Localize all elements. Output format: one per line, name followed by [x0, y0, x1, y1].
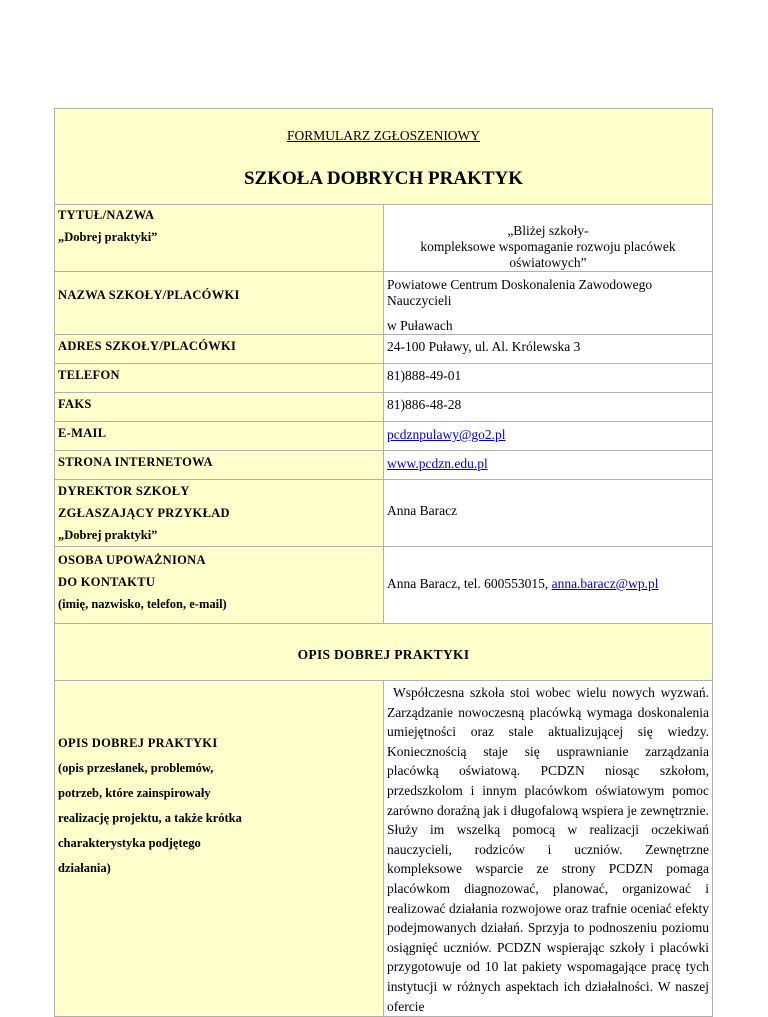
contact-value-cell: [384, 547, 713, 624]
contact-email-link[interactable]: anna.baracz@wp.pl: [551, 576, 659, 591]
contact-sublabel: (imię, nazwisko, telefon, e-mail): [58, 597, 227, 611]
director-value: Anna Baracz: [387, 503, 458, 518]
title-value-cell: [384, 205, 713, 272]
form-type: FORMULARZ ZGŁOSZENIOWY: [286, 128, 481, 143]
school-name-label: NAZWA SZKOŁY/PLACÓWKI: [58, 288, 240, 302]
school-name-value-line2: w Puławach: [387, 318, 453, 333]
description-sublabel-4: charakterystyka podjętego: [58, 836, 201, 850]
fax-label: FAKS: [58, 397, 92, 411]
contact-value: [387, 576, 712, 592]
director-label-line1: DYREKTOR SZKOŁY: [58, 484, 190, 498]
section-header: [55, 624, 713, 681]
director-sublabel: „Dobrej praktyki”: [58, 528, 158, 542]
director-value-cell: [384, 480, 713, 547]
website-label-cell: [55, 451, 384, 480]
email-label-cell: [55, 422, 384, 451]
description-sublabel-3: realizację projektu, a także krótka: [58, 811, 242, 825]
school-name-label-cell: [55, 272, 384, 335]
address-value: 24-100 Puławy, ul. Al. Królewska 3: [387, 339, 581, 354]
description-label-cell: [55, 681, 384, 1017]
website-label: STRONA INTERNETOWA: [58, 455, 213, 469]
address-label: ADRES SZKOŁY/PLACÓWKI: [58, 339, 237, 353]
description-sublabel-2: potrzeb, które zainspirowały: [58, 786, 211, 800]
title-label: TYTUŁ/NAZWA: [58, 208, 155, 222]
address-label-cell: [55, 335, 384, 364]
fax-value: 81)886-48-28: [387, 397, 462, 412]
contact-label-line1: OSOBA UPOWAŻNIONA: [58, 553, 206, 567]
address-value-cell: [384, 335, 713, 364]
application-form: [54, 108, 713, 1017]
title-value-line2: kompleksowe wspomaganie rozwoju placówek oświatowych”: [420, 239, 676, 270]
form-header: [55, 109, 713, 205]
phone-value-cell: [384, 364, 713, 393]
form-title: SZKOŁA DOBRYCH PRAKTYK: [243, 168, 524, 189]
contact-label-cell: [55, 547, 384, 624]
website-link[interactable]: www.pcdzn.edu.pl: [387, 456, 488, 471]
email-value-cell: [384, 422, 713, 451]
website-value-cell: [384, 451, 713, 480]
email-link[interactable]: pcdznpulawy@go2.pl: [387, 427, 506, 442]
fax-value-cell: [384, 393, 713, 422]
website-value-wrap: [387, 455, 712, 473]
section-title: OPIS DOBREJ PRAKTYKI: [297, 647, 470, 662]
phone-value: 81)888-49-01: [387, 368, 462, 383]
description-sublabel-5: działania): [58, 861, 111, 875]
title-label-cell: [55, 205, 384, 272]
school-name-value-line1: Powiatowe Centrum Doskonalenia Zawodowego Nauczycieli: [387, 277, 653, 308]
title-value-line1: „Bliżej szkoły-: [507, 223, 589, 238]
email-label: E-MAIL: [58, 426, 107, 440]
phone-label: TELEFON: [58, 368, 120, 382]
email-value-wrap: [387, 426, 712, 444]
description-sublabel-1: (opis przesłanek, problemów,: [58, 761, 214, 775]
title-sublabel: „Dobrej praktyki”: [58, 230, 158, 244]
form-table: [54, 108, 713, 1017]
description-text: Współczesna szkoła stoi wobec wielu nowych wyzwań. Zarządzanie nowoczesną placówką wymaga doskonalenia umiejętności oraz stale aktualizującej się wiedzy. Koniecznością staje się usprawnianie zarządzania placówką oświatową. PCDZN niosąc szkołom, przedszkolom i innym placówkom oświatowym pomoc zarówno doraźną jak i długofalową wspiera je zewnętrznie. Służy im wszelką pomocą w realizacji oczekiwań nauczycieli, rodziców i uczniów. Zewnętrzne kompleksowe wsparcie ze strony PCDZN pomaga placówkom diagnozować, planować, organizować i realizować działania rozwojowe oraz trafnie oceniać efekty podejmowanych działań. Sprzyja to podnoszeniu poziomu osiągnięć uczniów. PCDZN wspierając szkoły i placówki przygotowuje od 10 lat pakiety wspomagające pracę tych instytucji w różnych aspektach ich działalności. W naszej ofercie: [387, 685, 709, 1014]
fax-label-cell: [55, 393, 384, 422]
phone-label-cell: [55, 364, 384, 393]
description-label: OPIS DOBREJ PRAKTYKI: [58, 736, 218, 750]
contact-value-text: Anna Baracz, tel. 600553015,: [387, 576, 552, 591]
director-label-cell: [55, 480, 384, 547]
director-label-line2: ZGŁASZAJĄCY PRZYKŁAD: [58, 506, 230, 520]
contact-label-line2: DO KONTAKTU: [58, 575, 156, 589]
description-value-cell: [384, 681, 713, 1017]
school-name-value-cell: [384, 272, 713, 335]
